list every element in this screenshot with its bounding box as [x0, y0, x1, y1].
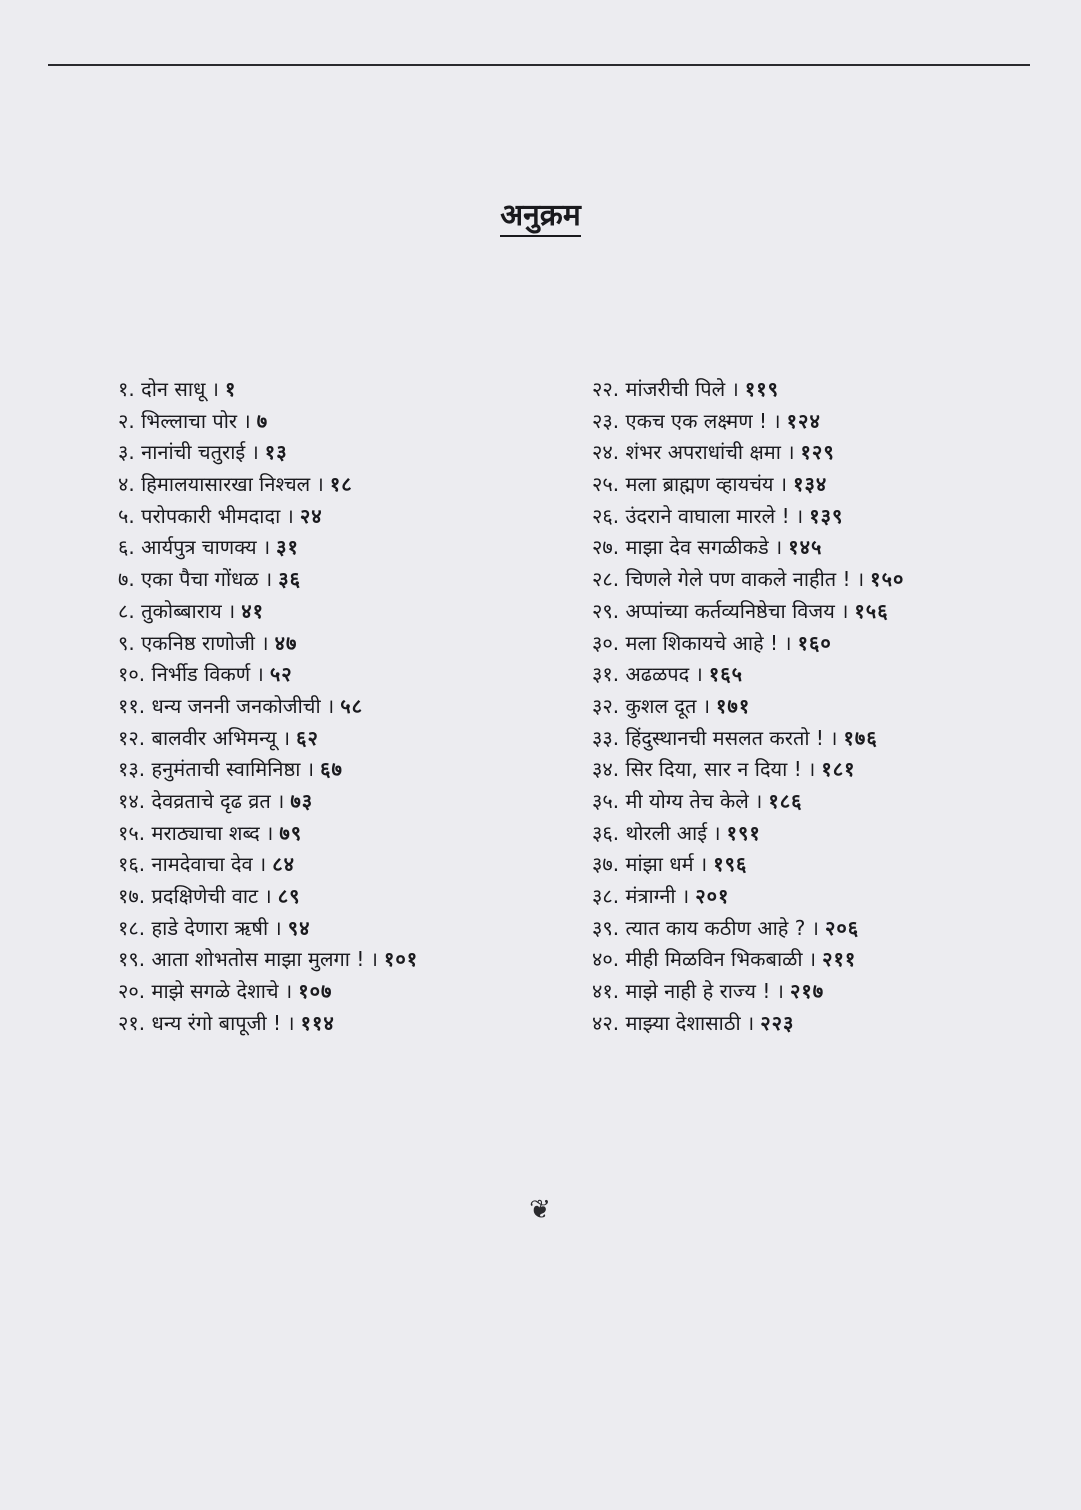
toc-entry-separator: । — [274, 915, 282, 940]
toc-entry — [592, 818, 1062, 850]
toc-entry-separator: । — [287, 1010, 295, 1035]
toc-entry-page: २४ — [299, 503, 323, 528]
toc-entry-separator: । — [754, 788, 763, 813]
toc-entry-separator: । — [316, 472, 324, 497]
toc-entry-page: ४१ — [241, 598, 265, 623]
toc-entry — [592, 437, 1062, 469]
toc-entry-separator: । — [211, 377, 219, 401]
toc-entry-title: आर्यपुत्र चाणक्य — [141, 535, 257, 560]
toc-entry-number: २०. — [118, 979, 146, 1004]
toc-entry-title: मीही मिळविन भिकबाळी — [625, 947, 803, 972]
toc-entry-title: नामदेवाचा देव — [151, 852, 253, 877]
toc-entry — [118, 564, 578, 596]
toc-entry-number: २५. — [592, 472, 620, 497]
toc-entry-separator: । — [695, 662, 703, 687]
toc-entry-title: धन्य रंगो बापूजी ! — [151, 1010, 282, 1035]
toc-entry-title: हनुमंताची स्वामिनिष्ठा — [151, 757, 301, 782]
toc-entry — [118, 723, 578, 755]
toc-entry — [592, 849, 1062, 881]
toc-entry-number: २२. — [592, 377, 620, 401]
toc-entry-title: माझा देव सगळीकडे — [625, 535, 769, 560]
toc-entry-title: एका पैचा गोंधळ — [141, 567, 259, 592]
toc-entry-number: २. — [118, 408, 135, 433]
toc-entry-title: अढळपद — [625, 662, 690, 687]
toc-entry-number: १०. — [118, 662, 146, 687]
toc-entry-number: ३३. — [592, 725, 620, 750]
toc-entry — [592, 786, 1062, 818]
toc-entry-page: ११९ — [744, 377, 780, 401]
toc-entry-title: उंदराने वाघाला मारले ! — [625, 503, 790, 528]
toc-entry-title: माझ्या देशासाठी — [625, 1010, 741, 1035]
toc-entry — [592, 406, 1062, 438]
toc-entry-number: ३७. — [592, 852, 620, 877]
toc-entry-separator: । — [773, 408, 781, 433]
toc-entry-page: १९१ — [726, 820, 761, 845]
toc-entry-page: १८१ — [821, 757, 856, 782]
toc-entry-number: २९. — [592, 598, 620, 623]
toc-entry — [592, 944, 1062, 976]
toc-entry-page: १९६ — [713, 852, 748, 877]
toc-entry — [592, 691, 1062, 723]
toc-entry-separator: । — [713, 820, 721, 845]
toc-entry-number: १७. — [118, 884, 146, 908]
toc-entry-title: मांझा धर्म — [625, 852, 694, 877]
toc-entry-title: हिंदुस्थानची मसलत करतो ! — [625, 725, 824, 750]
toc-entry-title: माझे नाही हे राज्य ! — [625, 979, 771, 1004]
toc-entry-page: ५८ — [340, 693, 364, 718]
toc-entry-title: एकनिष्ठ राणोजी — [141, 630, 255, 655]
toc-entry-title: मी योग्य तेच केले — [625, 788, 749, 813]
toc-entry — [592, 628, 1062, 660]
toc-entry-separator: । — [681, 884, 690, 908]
toc-left-column — [118, 374, 578, 1039]
toc-entry-page: ७ — [256, 408, 269, 433]
toc-entry — [592, 976, 1062, 1008]
toc-entry-separator: । — [746, 1010, 755, 1035]
toc-entry-separator: । — [795, 503, 804, 528]
toc-entry-separator: । — [260, 630, 269, 655]
toc-entry-page: १६५ — [708, 662, 744, 687]
toc-entry-number: २४. — [592, 440, 620, 465]
toc-entry-page: १२४ — [786, 408, 821, 433]
toc-entry — [592, 374, 1062, 406]
toc-entry-separator: । — [779, 472, 788, 497]
toc-entry-title: हिमालयासारखा निश्चल — [141, 472, 311, 497]
toc-entry-title: परोपकारी भीमदादा — [141, 503, 281, 528]
toc-entry-number: २७. — [592, 535, 620, 560]
toc-entry — [118, 1008, 578, 1040]
toc-entry-title: नानांची चतुराई — [141, 440, 246, 465]
toc-entry-number: १६. — [118, 852, 146, 877]
toc-entry-separator: । — [326, 693, 335, 718]
toc-entry-separator: । — [264, 567, 273, 592]
toc-entry-number: १४. — [118, 788, 146, 813]
toc-entry — [592, 532, 1062, 564]
toc-entry-title: मला शिकायचे आहे ! — [625, 630, 779, 655]
toc-entry-number: २८. — [592, 567, 620, 592]
toc-entry-number: १५. — [118, 820, 146, 845]
toc-entry-number: ३४. — [592, 757, 620, 782]
toc-entry-separator: । — [256, 662, 264, 687]
toc-entry-title: अप्पांच्या कर्तव्यनिष्ठेचा विजय — [625, 598, 835, 623]
toc-entry — [118, 691, 578, 723]
toc-entry-page: २०१ — [695, 884, 730, 908]
toc-entry — [592, 754, 1062, 786]
toc-entry-title: शंभर अपराधांची क्षमा — [625, 440, 781, 465]
toc-entry-number: ४१. — [592, 979, 620, 1004]
toc-entry-separator: । — [276, 788, 285, 813]
toc-entry-separator: । — [774, 535, 783, 560]
toc-entry-title: दोन साधू — [141, 377, 206, 401]
toc-entry-separator: । — [829, 725, 838, 750]
toc-entry-page: १३९ — [809, 503, 844, 528]
toc-entry-title: मराठ्याचा शब्द — [151, 820, 260, 845]
toc-entry-number: ४०. — [592, 947, 620, 972]
toc-entry — [118, 944, 578, 976]
toc-entry-number: ३६. — [592, 820, 620, 845]
toc-entry — [118, 406, 578, 438]
toc-entry-page: २१७ — [789, 979, 825, 1004]
toc-entry-title: एकच एक लक्ष्मण ! — [625, 408, 768, 433]
toc-entry-page: ९४ — [287, 915, 311, 940]
toc-entry — [118, 881, 578, 913]
toc-entry-page: ८९ — [277, 884, 301, 908]
toc-entry-page: ७९ — [279, 820, 303, 845]
toc-entry-separator: । — [808, 947, 817, 972]
toc-entry-title: बालवीर अभिमन्यू — [151, 725, 277, 750]
toc-entry — [118, 596, 578, 628]
toc-entry — [592, 659, 1062, 691]
toc-entry-page: ३६ — [278, 567, 302, 592]
toc-entry-page: १३ — [264, 440, 288, 465]
toc-entry-number: १३. — [118, 757, 146, 782]
toc-entry-number: ९. — [118, 630, 135, 655]
toc-entry-separator: । — [731, 377, 739, 401]
toc-entry-number: ३. — [118, 440, 135, 465]
toc-entry-separator: । — [807, 757, 816, 782]
toc-entry-number: ३०. — [592, 630, 620, 655]
toc-entry-page: ३१ — [276, 535, 299, 560]
toc-entry-page: २२३ — [760, 1010, 795, 1035]
toc-entry-page: १ — [224, 377, 237, 401]
toc-entry-page: १४५ — [788, 535, 823, 560]
toc-entry-page: १५० — [870, 567, 905, 592]
toc-entry-separator: । — [840, 598, 849, 623]
toc-entry-page: ६७ — [320, 757, 343, 782]
toc-entry-number: २६. — [592, 503, 620, 528]
page-title-text: अनुक्रम — [500, 198, 581, 237]
toc-entry-number: ७. — [118, 567, 135, 592]
toc-entry-page: १५६ — [854, 598, 889, 623]
toc-entry — [592, 913, 1062, 945]
toc-entry-separator: । — [786, 440, 795, 465]
toc-entry-number: ४२. — [592, 1010, 620, 1035]
toc-entry — [592, 596, 1062, 628]
toc-entry-number: २१. — [118, 1010, 146, 1035]
toc-entry-page: ७३ — [290, 788, 314, 813]
toc-entry-page: २०६ — [824, 915, 860, 940]
toc-entry-page: १२९ — [800, 440, 835, 465]
toc-entry-title: आता शोभतोस माझा मुलगा ! — [151, 947, 365, 972]
toc-entry-title: हाडे देणारा ऋषी — [151, 915, 269, 940]
toc-entry-title: मला ब्राह्मण व्हायचंय — [625, 472, 774, 497]
toc-right-column — [592, 374, 1062, 1039]
toc-entry-separator: । — [243, 408, 251, 433]
toc-entry — [118, 849, 578, 881]
toc-entry-number: १८. — [118, 915, 146, 940]
toc-entry-separator: । — [258, 852, 267, 877]
toc-entry — [592, 723, 1062, 755]
toc-entry-title: निर्भीड विकर्ण — [151, 662, 251, 687]
floral-ornament-icon: ❦ — [529, 1195, 551, 1225]
toc-entry — [118, 976, 578, 1008]
toc-entry — [118, 374, 578, 406]
toc-entry-title: थोरली आई — [625, 820, 708, 845]
toc-entry-title: माझे सगळे देशाचे — [151, 979, 279, 1004]
toc-entry-page: २११ — [822, 947, 857, 972]
toc-entry-page: १७१ — [716, 693, 751, 718]
toc-entry-title: कुशल दूत — [625, 693, 697, 718]
toc-entry-page: ८४ — [272, 852, 296, 877]
toc-entry-separator: । — [265, 820, 274, 845]
toc-entry-number: ३८. — [592, 884, 620, 908]
toc-entry-title: धन्य जननी जनकोजीची — [151, 693, 321, 718]
toc-entry-page: ११४ — [300, 1010, 335, 1035]
toc-entry-separator: । — [264, 884, 272, 908]
toc-entry-number: ४. — [118, 472, 135, 497]
toc-entry-page: ५२ — [269, 662, 293, 687]
toc-entry-number: ६. — [118, 535, 135, 560]
toc-entry-separator: । — [811, 915, 819, 940]
toc-entry — [118, 913, 578, 945]
toc-entry-number: ३२. — [592, 693, 620, 718]
toc-entry-number: ३१. — [592, 662, 620, 687]
toc-entry-page: १८६ — [768, 788, 803, 813]
toc-entry-separator: । — [856, 567, 865, 592]
toc-entry-number: १२. — [118, 725, 146, 750]
toc-entry-separator: । — [699, 852, 708, 877]
toc-entry-title: सिर दिया, सार न दिया ! — [625, 757, 802, 782]
toc-entry-separator: । — [262, 535, 271, 560]
toc-entry-separator: । — [227, 598, 236, 623]
toc-entry-separator: । — [251, 440, 259, 465]
toc-entry — [592, 881, 1062, 913]
toc-entry-title: देवव्रताचे दृढ व्रत — [151, 788, 271, 813]
toc-entry-separator: । — [286, 503, 294, 528]
toc-entry-page: १३४ — [793, 472, 828, 497]
toc-entry — [118, 659, 578, 691]
page-title — [0, 196, 1081, 236]
toc-entry-title: भिल्लाचा पोर — [141, 408, 238, 433]
toc-entry-number: २३. — [592, 408, 620, 433]
toc-entry-title: त्यात काय कठीण आहे ? — [625, 915, 806, 940]
toc-entry-number: ८. — [118, 598, 135, 623]
toc-entry — [592, 564, 1062, 596]
toc-entry-title: मांजरीची पिले — [625, 377, 726, 401]
toc-entry — [118, 818, 578, 850]
toc-entry-title: प्रदक्षिणेची वाट — [151, 884, 259, 908]
toc-entry-separator: । — [284, 979, 293, 1004]
toc-entry — [118, 754, 578, 786]
toc-entry-page: ४७ — [274, 630, 298, 655]
toc-entry-page: १६० — [797, 630, 832, 655]
toc-entry-title: मंत्राग्नी — [625, 884, 676, 908]
toc-entry-number: ५. — [118, 503, 135, 528]
toc-entry-number: ३९. — [592, 915, 620, 940]
toc-entry-separator: । — [776, 979, 784, 1004]
toc-entry — [118, 786, 578, 818]
toc-entry — [118, 532, 578, 564]
toc-entry-title: चिणले गेले पण वाकले नाहीत ! — [625, 567, 851, 592]
toc-entry-separator: । — [306, 757, 315, 782]
toc-entry-title: तुकोब्बाराय — [141, 598, 222, 623]
toc-entry-number: १९. — [118, 947, 146, 972]
toc-entry-number: १. — [118, 377, 135, 401]
toc-entry-page: १०१ — [383, 947, 419, 972]
toc-entry-separator: । — [784, 630, 792, 655]
toc-entry-page: १८ — [329, 472, 353, 497]
toc-entry-page: ६२ — [296, 725, 319, 750]
toc-entry — [118, 437, 578, 469]
toc-entry-page: १७६ — [843, 725, 878, 750]
toc-entry — [592, 501, 1062, 533]
toc-entry — [118, 469, 578, 501]
toc-entry-separator: । — [702, 693, 711, 718]
toc-entry — [118, 501, 578, 533]
toc-entry-number: ३५. — [592, 788, 620, 813]
toc-entry-separator: । — [282, 725, 291, 750]
toc-entry — [592, 469, 1062, 501]
toc-entry-page: १०७ — [298, 979, 333, 1004]
toc-entry-separator: । — [370, 947, 378, 972]
top-rule — [48, 64, 1030, 66]
toc-entry-number: ११. — [118, 693, 146, 718]
toc-entry — [592, 1008, 1062, 1040]
toc-entry — [118, 628, 578, 660]
